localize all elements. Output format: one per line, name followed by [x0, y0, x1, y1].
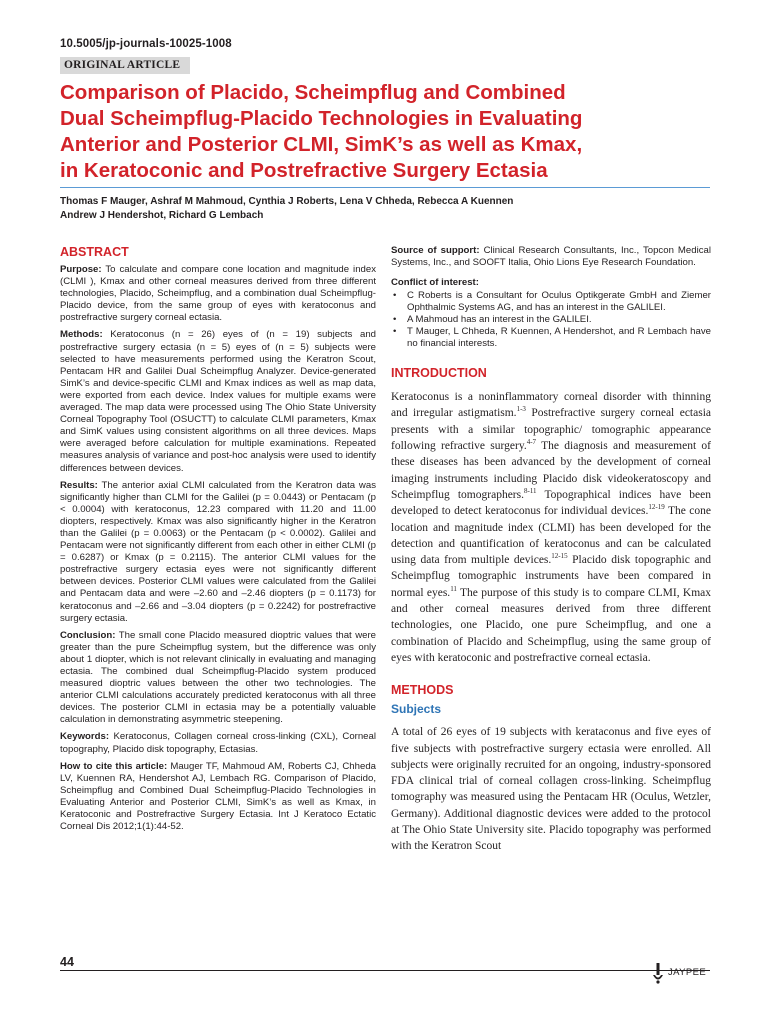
abstract-heading: ABSTRACT	[60, 245, 129, 259]
title-line: Dual Scheimpflug-Placido Technologies in Evaluating	[60, 107, 583, 130]
doi-line: 10.5005/jp-journals-10025-1008	[60, 38, 232, 50]
abstract-conclusion: Conclusion: The small cone Placido measured dioptric values that were greater than the pure Scheimpflug system, but the difference was only about 1 diopter, which is not relevant clinically in evaluating and managing ectasia. The combined dual Scheimpflug-Placido system produced measured dioptric values between the other two technologies. The anterior CLMI calculations accurately predicted keratoconus with all three devices. The posterior CLMI in ectasia may be a potentially valuable calculation in demonstrating asymmetric steepening.	[60, 629, 376, 726]
introduction-heading: INTRODUCTION	[391, 366, 487, 381]
methods-heading: METHODS	[391, 683, 454, 698]
title-divider	[60, 187, 710, 188]
abstract-methods: Methods: Keratoconus (n = 26) eyes of (n = 19) subjects and postrefractive surgery ectasia (n = 5) eyes of (n = 5) subjects were selected to have measurements performed using the Keratron Scout, Pentacam HR and Galilei Dual Scheimpflug Analyzer. Device-generated SimK’s and device-specific CLMI and Kmax indices as well as map data, were exported from each device. Index values for multiple exams were averaged. The map data were processed using The Ohio State University Corneal Topography Tool (OSUCTT) to calculate CLMI parameters, Kmax and SimK values using consistent algorithms on all three devices. Maps were averaged before calculation for multiple examinations. Repeated measures analysis of variance and post-hoc analysis were used to identify differences between devices.	[60, 329, 376, 474]
title-line: in Keratoconic and Postrefractive Surgery Ectasia	[60, 159, 548, 182]
methods-text: A total of 26 eyes of 19 subjects with kerataconus and five eyes of five subjects with postrefractive surgery ectasia were enrolled. All subjects were originally recruited for an ongoing, industry-sponsored FDA clinical trial of corneal collagen cross-linking. Scheimpflug tomography was measured using the Pentacam HR (Oculus, Wetzler, Germany). Additional diagnostic devices were added to the protocol at The Ohio State University site. Placido topography was performed with the Keratron Scout	[391, 726, 711, 853]
page-number: 44	[60, 955, 74, 969]
introduction-text: Keratoconus is a noninflammatory corneal disorder with thinning and irregular astigmatism.$^{1-3}$ Postrefractive surgery corneal ectasia presents with a similar topographic/ tomographic appearance following refractive surgery.$^{4-7}$ The diagnosis and measurement of these diseases has been advanced by the development of corneal imaging instruments including Placido disk videokeratoscopy and Scheimpflug tomographers.$^{8-11}$ Topographical indices have been developed to detect keratoconus for individual devices.$^{12-19}$ The cone location and magnitude index (CLMI) has been developed for the detection and quantification of keratoconus and can be calculated using data from multiple devices.$^{12-15}$ Placido disk topographic and Scheimpflug tomographic instruments have been compared in normal eyes.$^{11}$ The purpose of this study is to compare CLMI, Kmax and other corneal measures derived from three different technologies, one Placido, one pure Scheimpflug, and one a combination of Placido and Scheimpflug, using the same group of eyes with keratoconic and postrefractive corneal ectasia.	[391, 391, 711, 664]
source-of-support: Source of support: Clinical Research Consultants, Inc., Topcon Medical Systems, Inc., and SOOFT Italia, Ohio Lions Eye Research Foundation.	[391, 245, 711, 269]
list-item: • T Mauger, L Chheda, R Kuennen, A Hendershot, and R Lembach have no financial interests.	[391, 326, 711, 350]
citation: How to cite this article: Mauger TF, Mahmoud AM, Roberts CJ, Chheda LV, Kuennen RA, Hendershot AJ, Lembach RG. Comparison of Placido, Scheimpflug and Combined Dual Scheimpflug-Placido Technologies in Evaluating Anterior and Posterior CLMI, SimK’s as well as Kmax, in Keratoconic and Postrefractive Surgery Ectasia. Int J Keratoco Ectatic Corneal Dis 2012;1(1):44-52.	[60, 760, 376, 833]
footer-divider	[60, 970, 710, 971]
title-line: Comparison of Placido, Scheimpflug and Combined	[60, 81, 566, 104]
author-line: Thomas F Mauger, Ashraf M Mahmoud, Cynthia J Roberts, Lena V Chheda, Rebecca A Kuennen	[60, 196, 514, 207]
conflict-heading: Conflict of interest:	[391, 277, 479, 289]
list-item: • A Mahmoud has an interest in the GALILEI.	[391, 314, 711, 326]
title-line: Anterior and Posterior CLMI, SimK’s as well as Kmax,	[60, 133, 583, 156]
article-title	[60, 80, 710, 184]
abstract-results: Results: The anterior axial CLMI calculated from the Keratron data was significantly higher than CLMI for the Galilei (p = 0.0443) or Pentacam (p < 0.0004) with keratoconus, 12.23 compared with 11.20 and 11.00 diopters, respectively. Kmax was also significantly higher in the Keratron than the Galilei (p = 0.0063) or the Pentacam (p < 0.0002). Galilei and Pentacam were not significantly different from each other in either CLMI (p = 0.6287) or Kmax (p = 0.2115). The anterior CLMI values for the postrefractive surgery ectasia eyes were not significantly different between devices. Posterior CLMI values were calculated from the Galilei and Pentacam data and were –2.60 and –2.46 diopters (p = 0.1173) for keratoconus and –2.66 and –3.04 diopters (p = 0.2242) for postrefractive surgery ectasia.	[60, 479, 376, 624]
publisher-name: JAYPEE	[668, 967, 707, 978]
article-type-label: ORIGINAL ARTICLE	[60, 57, 190, 74]
publisher-mark-icon	[652, 962, 664, 984]
conflict-list	[391, 290, 711, 350]
author-line: Andrew J Hendershot, Richard G Lembach	[60, 210, 264, 221]
list-item: • C Roberts is a Consultant for Oculus Optikgerate GmbH and Ziemer Ophthalmic Systems AG, and has an interest in the GALILEI.	[391, 290, 711, 314]
subjects-subheading: Subjects	[391, 702, 442, 717]
abstract-purpose: Purpose: To calculate and compare cone location and magnitude index (CLMI ), Kmax and other corneal measures derived from three different technologies, Placido, Scheimpflug, and a combination dual Scheimpflug-Placido device, from the same group of eyes with keratoconus and postrefractive surgery corneal ectasia.	[60, 264, 376, 324]
abstract-keywords: Keywords: Keratoconus, Collagen corneal cross-linking (CXL), Corneal topography, Placido disk topography, Ectasias.	[60, 731, 376, 755]
abstract-column	[60, 245, 376, 838]
body-column	[391, 245, 711, 855]
author-list	[60, 195, 720, 223]
publisher-logo	[652, 962, 712, 984]
